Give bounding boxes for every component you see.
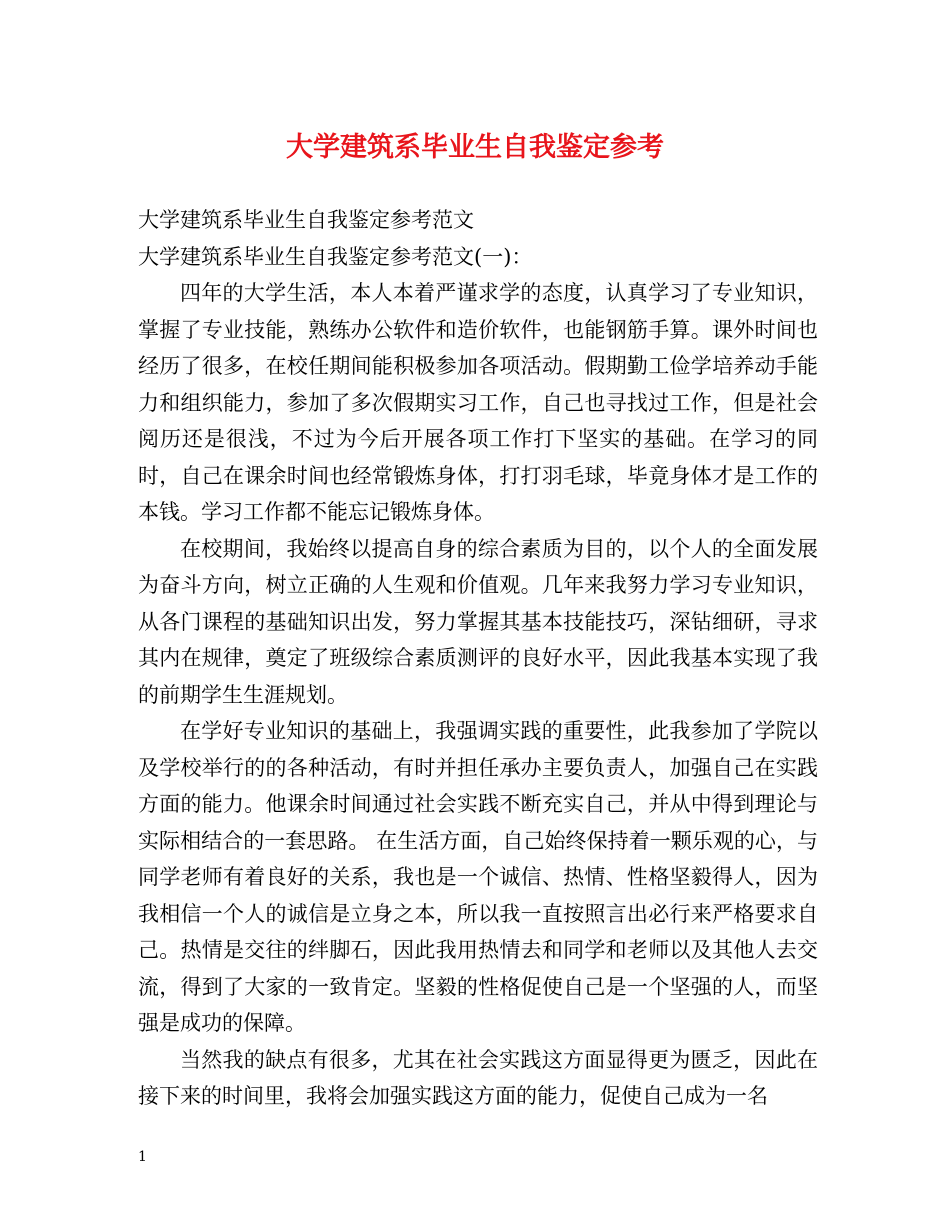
section-heading: 大学建筑系毕业生自我鉴定参考范文(一)： xyxy=(138,244,533,269)
document-subtitle: 大学建筑系毕业生自我鉴定参考范文 xyxy=(138,208,474,232)
document-title: 大学建筑系毕业生自我鉴定参考 xyxy=(286,132,664,163)
paragraph-2: 在校期间，我始终以提高自身的综合素质为目的，以个人的全面发展为奋斗方向，树立正确的人生观和价值观。几年来我努力学习专业知识，从各门课程的基础知识出发，努力掌握其基本技能技巧，深钻细研，寻求其内在规律，奠定了班级综合素质测评的良好水平，因此我基本实现了我的前期学生生涯规划。 xyxy=(138,536,818,707)
paragraph-3: 在学好专业知识的基础上，我强调实践的重要性，此我参加了学院以及学校举行的的各种活动，有时并担任承办主要负责人，加强自己在实践方面的能力。他课余时间通过社会实践不断充实自己，并从中得到理论与实际相结合的一套思路。 在生活方面，自己始终保持着一颗乐观的心，与同学老师有着良好的关系，我也是一个诚信、热情、性格坚毅得人，因为我相信一个人的诚信是立身之本，所以我一直按照言出必行来严格要求自己。热情是交往的绊脚石，因此我用热情去和同学和老师以及其他人去交流，得到了大家的一致肯定。坚毅的性格促使自己是一个坚强的人，而坚强是成功的保障。 xyxy=(138,719,818,1035)
paragraph-1: 四年的大学生活，本人本着严谨求学的态度，认真学习了专业知识，掌握了专业技能，熟练办公软件和造价软件，也能钢筋手算。课外时间也经历了很多，在校任期间能积极参加各项活动。假期勤工俭学培养动手能力和组织能力，参加了多次假期实习工作，自己也寻找过工作，但是社会阅历还是很浅，不过为今后开展各项工作打下坚实的基础。在学习的同时，自己在课余时间也经常锻炼身体，打打羽毛球，毕竟身体才是工作的本钱。学习工作都不能忘记锻炼身体。 xyxy=(138,281,818,524)
page-number: 1 xyxy=(138,1149,147,1165)
paragraph-4: 当然我的缺点有很多，尤其在社会实践这方面显得更为匮乏，因此在接下来的时间里，我将会加强实践这方面的能力，促使自己成为一名 xyxy=(138,1047,818,1108)
document-body xyxy=(138,202,818,1115)
